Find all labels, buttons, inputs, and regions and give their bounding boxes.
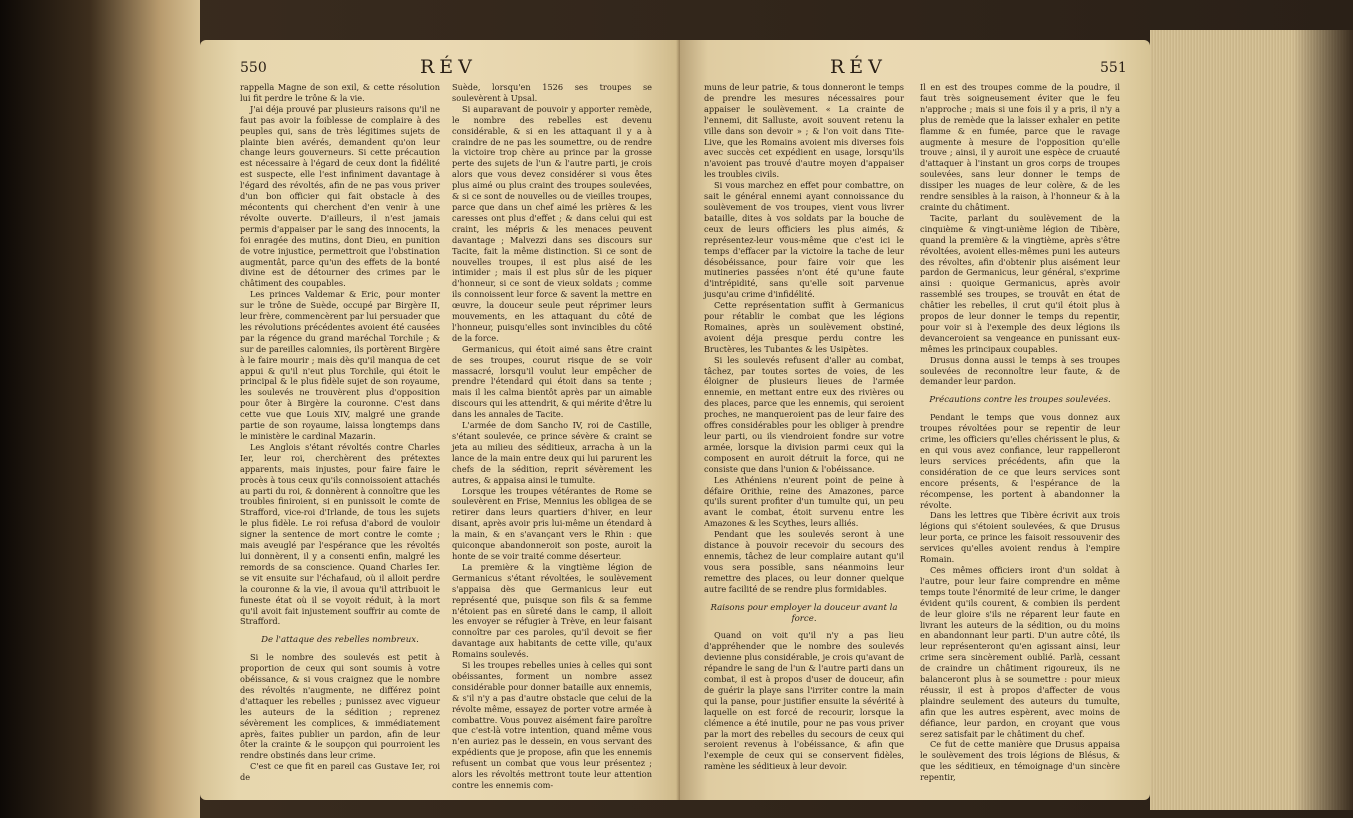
right-page-header (680, 56, 1150, 80)
book-right-page-edges (1150, 30, 1353, 810)
paragraph: Quand on voit qu'il n'y a pas lieu d'appréhender que le nombre des soulevés devienne plus considérable, je crois qu'avant de répandre le sang de l'un & l'autre parti dans un combat, il est à propos d'user de douceur, afin de guérir la playe sans l'irriter contre la main qui la panse, pour justifier ensuite la sévérité à laquelle on est forcé de recourir, lorsque la clémence a été inutile, pour ne pas vous priver par la mort des rebelles du secours de ceux qui seroient revenus à l'obéissance, & afin que l'exemple de ceux qui se conservent fidèles, ramène les séditieux à leur devoir. (704, 630, 904, 772)
section-heading: De l'attaque des rebelles nombreux. (261, 635, 419, 646)
paragraph: Les Athéniens n'eurent point de peine à défaire Orithie, reine des Amazones, parce qu'ils surent profiter d'un tumulte qui, un peu avant le combat, étoit survenu entre les Amazones & les Scythes, leurs alliés. (704, 474, 904, 529)
paragraph: Pendant le temps que vous donnez aux troupes révoltées pour se repentir de leur crime, les officiers qu'elles chérissent le plus, & en qui vous avez confiance, leur rappelleront leurs services précédents, afin que la considération de ce que leurs services sont encore présents, & l'espérance de la récompense, les portent à abandonner la révolte. (920, 412, 1120, 510)
section-heading: Précautions contre les troupes soulevées. (929, 395, 1111, 406)
paragraph: Tacite, parlant du soulèvement de la cinquième & vingt-unième légion de Tibère, quand la première & la vingtième, après s'être révoltées, avoient elles-mêmes puni les auteurs des révoltes, afin d'obtenir plus aisément leur pardon de Germanicus, leur général, s'exprime ainsi : quoique Germanicus, après avoir rassemblé ses troupes, se trouvât en état de châtier les rebelles, il crut qu'il étoit plus à propos de leur donner le temps du repentir, pour voir si à l'exemple des deux légions ils devanceroient sa vengeance en punissant eux-mêmes les principaux coupables. (920, 212, 1120, 354)
text-column-2 (920, 82, 1120, 783)
paragraph: Les Anglois s'étant révoltés contre Charles Ier, leur roi, cherchèrent des prétextes apparents, mais injustes, pour faire faire le procès à tous ceux qu'ils connoissoient attachés au parti du roi, & donnèrent à connoître que les troubles finiroient, si en punissoit le comte de Strafford, vice-roi d'Irlande, de tous les sujets le plus fidèle. Le roi refusa d'abord de vouloir signer la sentence de mort contre le comte ; mais aveuglé par l'espérance que les révoltés lui donnèrent, il y a consenti enfin, malgré les remords de sa conscience. Quand Charles Ier. se vit ensuite sur l'échafaud, où il alloit perdre la couronne & la vie, il avoua qu'il attribuoit le funeste état où il se voyoit réduit, à la mort qu'il avoit fait injustement souffrir au comte de Strafford. (240, 441, 440, 627)
paragraph: Suède, lorsqu'en 1526 ses troupes se soulevèrent à Upsal. (452, 82, 652, 103)
paragraph: Si vous marchez en effet pour combattre, on sait le général ennemi ayant connoissance du soulèvement de vos troupes, vient vous livrer bataille, dites à vos soldats par la bouche de ceux de leurs officiers les plus aimés, & représentez-leur vous-même que c'est ici le temps d'effacer par la victoire la tache de leur désobéissance, pour faire voir que les mutineries passées n'ont été qu'une faute d'intrépidité, sans qu'elle soit parvenue jusqu'au crime d'infidélité. (704, 180, 904, 300)
right-page (680, 40, 1150, 800)
paragraph: rappella Magne de son exil, & cette résolution lui fit perdre le trône & la vie. (240, 82, 440, 103)
paragraph: Pendant que les soulevés seront à une distance à pouvoir recevoir du secours des ennemis, tâchez de leur complaire autant qu'il vous sera possible, sans néanmoins leur remettre des places, ou leur donner quelque autre facilité de se rendre plus formidables. (704, 529, 904, 594)
page-number: 551 (1100, 60, 1127, 76)
paragraph: C'est ce que fit en pareil cas Gustave Ier, roi de (240, 761, 440, 783)
paragraph: La première & la vingtième légion de Germanicus s'étant révoltées, le soulèvement s'appaisa dès que Germanicus leur eut représenté que, puisque son fils & sa femme n'étoient pas en sûreté dans le camp, il alloit les envoyer se réfugier à Trève, en leur faisant connoître par ces paroles, qu'il devoit se fier davantage aux habitants de cette ville, qu'aux Romains soulevés. (452, 561, 652, 660)
paragraph: Si les troupes rebelles unies à celles qui sont obéissantes, forment un nombre assez considérable pour donner bataille aux ennemis, & s'il n'y a pas d'autre obstacle que celui de la révolte même, essayez de porter votre armée à combattre. Vous pouvez aisément faire paroître que c'est-là votre intention, quand même vous n'en auriez pas le dessein, en vous servant des expédients que je propose, afin que les ennemis refusent un combat que vous leur présentez ; alors les révoltés mettront toute leur attention contre les ennemis com- (452, 660, 652, 790)
paragraph: Si les soulevés refusent d'aller au combat, tâchez, par toutes sortes de voies, de les éloigner de plusieurs lieues de l'armée ennemie, en mettant entre eux des rivières ou des places, parce que les ennemis, qui seroient proches, ne manqueroient pas de leur faire des offres considérables pour les obliger à prendre leur parti, ou ils viendroient fondre sur votre armée, lorsque la division parmi ceux qui la composent en auroit détruit la force, qui ne consiste que dans l'union & l'obéissance. (704, 354, 904, 474)
paragraph: Il en est des troupes comme de la poudre, il faut très soigneusement éviter que le feu n'approche ; mais si une fois il y a pris, il n'y a plus de remède que la laisser exhaler en petite flamme & en fumée, parce que le ravage augmente à mesure de l'opposition qu'elle trouve ; ainsi, il y auroit une espèce de cruauté d'attaquer à l'instant un gros corps de troupes soulevées, sans leur donner le temps de dissiper les nuages de leur colère, & de les rendre sensibles à la raison, à l'honneur & à la crainte du châtiment. (920, 82, 1120, 212)
paragraph: Lorsque les troupes vétérantes de Rome se soulevèrent en Frise, Mennius les obligea de se retirer dans leurs quartiers d'hiver, en leur disant, après avoir pris lui-même un étendard à la main, & en s'avançant vers le Rhin : que quiconque abandonneroit son poste, auroit la honte de se voir traité comme déserteur. (452, 485, 652, 561)
paragraph: Drusus donna aussi le temps à ses troupes soulevées de reconnoître leur faute, & de demander leur pardon. (920, 354, 1120, 387)
left-page (200, 40, 680, 800)
paragraph: muns de leur patrie, & tous donneront le temps de prendre les mesures nécessaires pour appaiser le soulèvement. « La crainte de l'ennemi, dit Salluste, avoit souvent retenu la ville dans son devoir » ; & l'on voit dans Tite-Live, que les Romains avoient mis diverses fois avec succès cet expédient en usage, lorsqu'ils n'avoient pas trouvé d'autre moyen d'appaiser les troubles civils. (704, 82, 904, 180)
paragraph: Cette représentation suffit à Germanicus pour rétablir le combat que les légions Romaines, après un soulèvement obstiné, avoient déja presque perdu contre les Bructères, les Tubantes & les Usipètes. (704, 300, 904, 354)
text-column-1 (240, 82, 440, 783)
paragraph: J'ai déja prouvé par plusieurs raisons qu'il ne faut pas avoir la foiblesse de complaire à des peuples qui, sans de très légitimes sujets de plainte bien avérés, demandent qu'on leur change leurs gouverneurs. Si cette précaution est nécessaire à l'égard de ceux dont la fidélité est suspecte, elle l'est infiniment davantage à l'égard des révoltés, afin de ne pas vous priver d'un bon officier qui fait obstacle à des mécontents qui cherchent d'en venir à une révolte ouverte. D'ailleurs, il n'est jamais permis d'appaiser par le sang des innocents, la foi enragée des mutins, dont Dieu, en punition de votre injustice, permettroit que l'obstination augmentât, parce qu'un des effets de la bonté divine est de détourner des crimes par le châtiment des coupables. (240, 103, 440, 289)
paragraph: L'armée de dom Sancho IV, roi de Castille, s'étant soulevée, ce prince sévère & craint se jeta au milieu des séditieux, arracha à un la lance de la main entre deux qui lui parurent les chefs de la sédition, reprit sévèrement les autres, & appaisa ainsi le tumulte. (452, 420, 652, 485)
text-column-1 (704, 82, 904, 772)
running-head: RÉV (830, 56, 887, 78)
paragraph: Germanicus, qui étoit aimé sans être craint de ses troupes, courut risque de se voir massacré, lorsqu'il voulut leur empêcher de prendre l'étendard qui étoit dans sa tente ; mais il les calma bientôt après par un aimable discours qui les attendrit, & qui mérite d'être lu dans les annales de Tacite. (452, 343, 652, 420)
paragraph: Si auparavant de pouvoir y apporter remède, le nombre des rebelles est devenu considérable, & si en les attaquant il y a à craindre de ne pas les soumettre, ou de rendre la victoire trop chère au prince par la grosse perte des sujets de l'un & l'autre parti, je crois alors que vous devez considérer si vous êtes plus aimé ou plus craint des troupes soulevées, & si ce sont de nouvelles ou de vieilles troupes, parce que dans un chef aimé les prières & les caresses ont plus d'effet ; & dans celui qui est craint, les mépris & les menaces peuvent davantage ; Malvezzi dans ses discours sur Tacite, fait la même distinction. Si ce sont de nouvelles troupes, il est plus aisé de les intimider ; mais il est plus sûr de les piquer d'honneur, si ce sont de vieux soldats ; comme ils connoissent leur force & savent la mettre en œuvre, la douceur seule peut réprimer leurs mouvements, en les attaquant du côté de l'honneur, puisqu'elles sont invincibles du côté de la force. (452, 103, 652, 343)
paragraph: Dans les lettres que Tibère écrivit aux trois légions qui s'étoient soulevées, & que Drusus leur porta, ce prince les faisoit ressouvenir des services qu'elles avoient rendus à l'empire Romain. (920, 510, 1120, 565)
paragraph: Les princes Valdemar & Eric, pour monter sur le trône de Suède, occupé par Birgère II, leur frère, commencèrent par lui persuader que les révolutions précédentes avoient été causées par la régence du grand maréchal Torchile ; & sur de pareilles calomnies, ils portèrent Birgère à le faire mourir ; mais dès qu'il manqua de cet appui & qu'il n'eut plus Torchile, qui étoit le principal & le plus fidèle sujet de son royaume, les soulevés ne trouvèrent plus d'opposition pour ôter à Birgère la couronne. C'est dans cette vue que Louis XIV, malgré une grande partie de son royaume, laissa longtemps dans le ministère le cardinal Mazarin. (240, 289, 440, 441)
page-number: 550 (240, 60, 267, 76)
paragraph: Ces mêmes officiers iront d'un soldat à l'autre, pour leur faire comprendre en même temps toute l'énormité de leur crime, le danger évident qu'ils courent, & combien ils perdent de leur gloire s'ils ne réparent leur faute en livrant les auteurs de la sédition, ou du moins en abandonnant leur parti. D'un autre côté, ils leur représenteront qu'en agissant ainsi, leur crime sera sincèrement oublié. Parlà, cessant de craindre un châtiment rigoureux, ils ne balanceront plus à se soumettre : pour mieux réussir, il est à propos d'affecter de vous plaindre seulement des auteurs du tumulte, afin que les autres espèrent, avec moins de défiance, leur pardon, en croyant que vous serez satisfait par le châtiment du chef. (920, 564, 1120, 739)
running-head: RÉV (420, 56, 477, 78)
paragraph: Si le nombre des soulevés est petit à proportion de ceux qui sont soumis à votre obéissance, & si vous craignez que le nombre des révoltés n'augmente, ne différez point d'attaquer les rebelles ; punissez avec vigueur les auteurs de la sédition ; reprenez sévèrement les complices, & immédiatement après, faites publier un pardon, afin de leur ôter la crainte & le soupçon qui pourroient les rendre obstinés dans leur crime. (240, 652, 440, 761)
section-heading: Raisons pour employer la douceur avant la force. (710, 602, 898, 624)
paragraph: Ce fut de cette manière que Drusus appaisa le soulèvement des trois légions de Blésus, & que les séditieux, en témoignage d'un sincère repentir, (920, 739, 1120, 783)
text-column-2 (452, 82, 652, 791)
book-left-edge (0, 0, 200, 818)
left-page-header (200, 56, 680, 80)
